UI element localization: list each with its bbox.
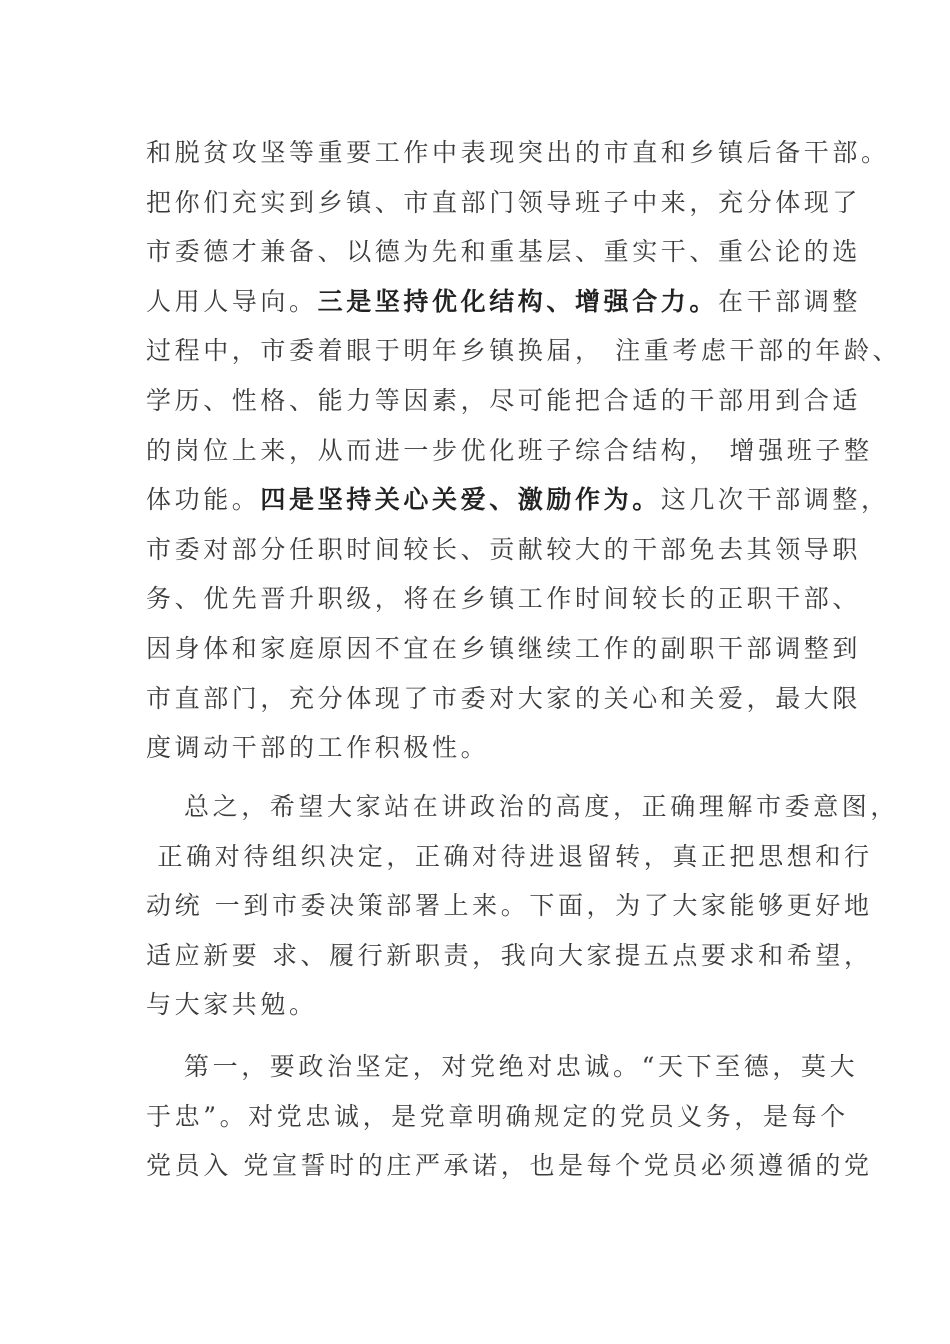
text-line (146, 891, 873, 921)
body-text: 这几次干部调整， (660, 485, 890, 515)
text-line (146, 684, 861, 714)
body-text: 党员入 党宣誓时的庄严承诺，也是每个党员必须遵循的党 (146, 1151, 873, 1181)
body-text: 因身体和家庭原因不宜在乡镇继续工作的副职干部调整到 (146, 634, 862, 663)
body-text: 总之，希望大家站在讲政治的高度，正确理解市委意图， (184, 792, 900, 821)
body-text: 与大家共勉。 (146, 990, 318, 1020)
body-text: 和脱贫攻坚等重要工作中表现突出的市直和乡镇后备干部。 (146, 138, 890, 167)
body-text: 正确对待组织决定，正确对待进退留转，真正把思想和行 (146, 841, 873, 871)
text-line (146, 485, 890, 515)
text-line (146, 990, 318, 1020)
body-text: 度调动干部的工作积极性。 (146, 733, 490, 763)
body-text: 市委德才兼备、以德为先和重基层、重实干、重公论的选 (146, 237, 862, 267)
text-line (146, 336, 901, 366)
text-line (146, 941, 873, 971)
text-line (146, 436, 873, 466)
bold-heading-text: 四是坚持关心关爱、激励作为。 (260, 485, 661, 515)
body-text: 学历、性格、能力等因素，尽可能把合适的干部用到合适 (146, 386, 862, 415)
text-line (146, 287, 861, 317)
body-text: 于忠”。对党忠诚，是党章明确规定的党员义务，是每个 (146, 1101, 849, 1131)
body-text: 体功能。 (146, 485, 261, 515)
bold-heading-text: 三是坚持优化结构、增强合力。 (317, 286, 719, 316)
text-line (146, 237, 861, 267)
body-text: 人用人导向。 (146, 286, 318, 316)
body-text: 过程中，市委着眼于明年乡镇换届， 注重考虑干部的年龄、 (146, 336, 902, 366)
body-text: 市直部门，充分体现了市委对大家的关心和关爱，最大限 (146, 683, 862, 713)
body-text: 第一，要政治坚定，对党绝对忠诚。“天下至德，莫大 (184, 1052, 859, 1081)
text-line (184, 792, 899, 822)
body-text: 适应新要 求、履行新职责，我向大家提五点要求和希望， (146, 940, 873, 970)
text-line (146, 1102, 849, 1132)
body-text: 把你们充实到乡镇、市直部门领导班子中来，充分体现了 (146, 187, 862, 217)
text-line (146, 733, 489, 763)
text-line (146, 138, 890, 168)
body-text: 的岗位上来，从而进一步优化班子综合结构， 增强班子整 (146, 435, 873, 465)
text-line (146, 1151, 873, 1181)
text-line (146, 634, 861, 664)
body-text: 市委对部分任职时间较长、贡献较大的干部免去其领导职 (146, 534, 862, 564)
text-line (146, 584, 861, 614)
body-text: 务、优先晋升职级，将在乡镇工作时间较长的正职干部、 (146, 584, 862, 614)
text-line (184, 1052, 858, 1082)
body-text: 动统 一到市委决策部署上来。下面，为了大家能够更好地 (146, 891, 873, 921)
text-line (146, 842, 873, 872)
text-line (146, 386, 861, 416)
text-line (146, 535, 861, 565)
text-line (146, 188, 861, 218)
body-text: 在干部调整 (718, 286, 862, 316)
